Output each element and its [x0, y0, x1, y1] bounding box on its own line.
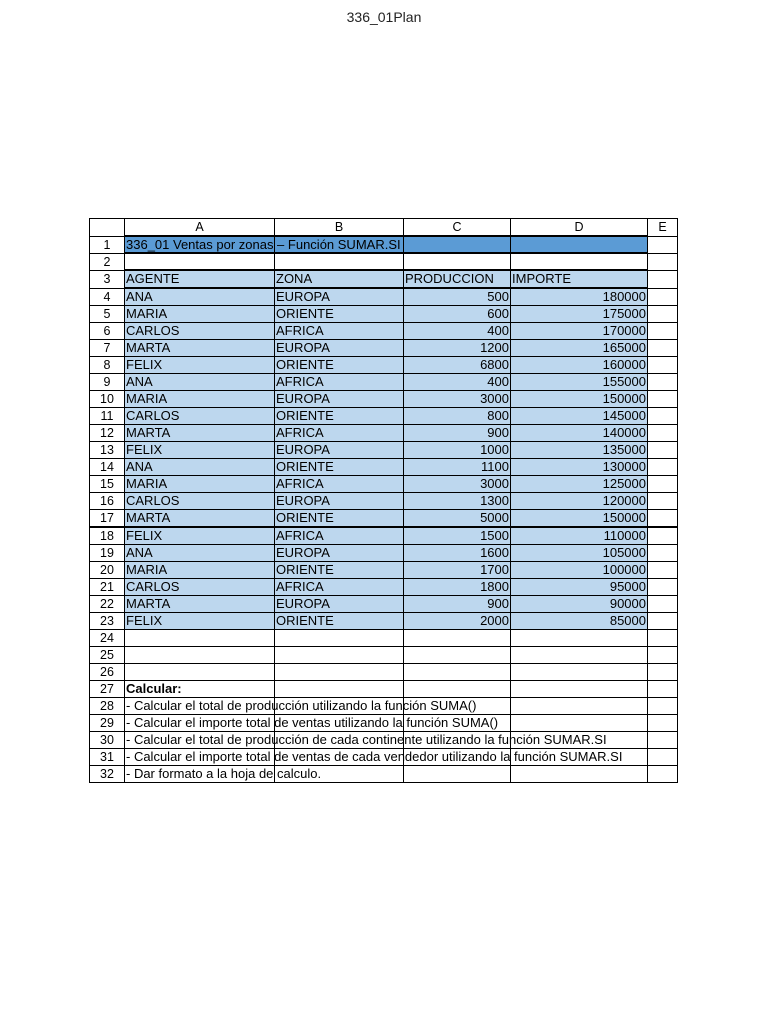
- sheet-row: [90, 698, 678, 715]
- row-number[interactable]: 16: [90, 493, 125, 510]
- cell[interactable]: [404, 253, 511, 270]
- cell[interactable]: [648, 527, 678, 545]
- row-number[interactable]: 1: [90, 236, 125, 253]
- table-row: [90, 288, 678, 306]
- importe-cell[interactable]: 95000: [511, 579, 648, 596]
- cell[interactable]: [648, 374, 678, 391]
- table-row: [90, 340, 678, 357]
- sheet-row: [90, 681, 678, 698]
- column-header-b[interactable]: B: [275, 219, 404, 237]
- produccion-cell[interactable]: 1300: [404, 493, 511, 510]
- table-row: [90, 613, 678, 630]
- produccion-cell[interactable]: 600: [404, 306, 511, 323]
- agente-cell[interactable]: FELIX: [125, 527, 275, 545]
- column-header-c[interactable]: C: [404, 219, 511, 237]
- produccion-cell[interactable]: 1700: [404, 562, 511, 579]
- row-number[interactable]: 2: [90, 253, 125, 270]
- instruction-cell[interactable]: [125, 698, 477, 715]
- cell[interactable]: [404, 236, 511, 253]
- column-header-e[interactable]: E: [648, 219, 678, 237]
- table-row: [90, 527, 678, 545]
- header-agente[interactable]: AGENTE: [125, 270, 275, 288]
- cell[interactable]: [648, 253, 678, 270]
- sheet-row: [90, 630, 678, 647]
- cell[interactable]: [648, 766, 678, 783]
- sheet-row: [90, 766, 678, 783]
- zona-cell[interactable]: AFRICA: [275, 425, 404, 442]
- header-zona[interactable]: ZONA: [275, 270, 404, 288]
- produccion-cell[interactable]: 800: [404, 408, 511, 425]
- cell[interactable]: [648, 664, 678, 681]
- instruction-text: - Calcular el importe total de ventas de cada vendedor utilizando la función SUMAR.SI: [126, 749, 623, 764]
- agente-cell[interactable]: MARTA: [125, 425, 275, 442]
- cell[interactable]: [125, 630, 275, 647]
- row-number[interactable]: 23: [90, 613, 125, 630]
- row-number[interactable]: 22: [90, 596, 125, 613]
- zona-cell[interactable]: AFRICA: [275, 323, 404, 340]
- cell[interactable]: [648, 236, 678, 253]
- produccion-cell[interactable]: 900: [404, 596, 511, 613]
- row-number[interactable]: 20: [90, 562, 125, 579]
- cell[interactable]: [404, 647, 511, 664]
- cell[interactable]: [648, 476, 678, 493]
- table-row: [90, 408, 678, 425]
- agente-cell[interactable]: MARTA: [125, 596, 275, 613]
- agente-cell[interactable]: ANA: [125, 545, 275, 562]
- cell[interactable]: [511, 647, 648, 664]
- instruction-cell[interactable]: [125, 766, 322, 783]
- corner-cell[interactable]: [90, 219, 125, 237]
- cell[interactable]: [404, 766, 511, 783]
- agente-cell[interactable]: FELIX: [125, 613, 275, 630]
- cell[interactable]: [511, 681, 648, 698]
- zona-cell[interactable]: AFRICA: [275, 527, 404, 545]
- cell[interactable]: [125, 664, 275, 681]
- importe-cell[interactable]: 175000: [511, 306, 648, 323]
- produccion-cell[interactable]: 1500: [404, 527, 511, 545]
- cell[interactable]: [275, 681, 404, 698]
- cell[interactable]: [648, 545, 678, 562]
- row-number[interactable]: 6: [90, 323, 125, 340]
- produccion-cell[interactable]: 1600: [404, 545, 511, 562]
- cell[interactable]: [404, 664, 511, 681]
- page-title: 336_01Plan: [346, 9, 422, 25]
- table-row: [90, 596, 678, 613]
- cell[interactable]: [511, 766, 648, 783]
- row-number[interactable]: 19: [90, 545, 125, 562]
- header-produccion[interactable]: PRODUCCION: [404, 270, 511, 288]
- row-number[interactable]: 10: [90, 391, 125, 408]
- table-row: [90, 357, 678, 374]
- instruction-text: - Calcular el importe total de ventas utilizando la función SUMA(): [126, 715, 499, 730]
- importe-cell[interactable]: 170000: [511, 323, 648, 340]
- importe-cell[interactable]: 105000: [511, 545, 648, 562]
- spreadsheet: [89, 218, 678, 783]
- cell[interactable]: [648, 357, 678, 374]
- zona-cell[interactable]: ORIENTE: [275, 306, 404, 323]
- row-number[interactable]: 31: [90, 749, 125, 766]
- importe-cell[interactable]: 145000: [511, 408, 648, 425]
- importe-cell[interactable]: 160000: [511, 357, 648, 374]
- sheet-title: 336_01 Ventas por zonas – Función SUMAR.SI: [126, 237, 401, 252]
- zona-cell[interactable]: EUROPA: [275, 340, 404, 357]
- importe-cell[interactable]: 85000: [511, 613, 648, 630]
- cell[interactable]: [511, 664, 648, 681]
- importe-cell[interactable]: 165000: [511, 340, 648, 357]
- instruction-cell[interactable]: [125, 749, 623, 766]
- cell[interactable]: [511, 715, 648, 732]
- row-number[interactable]: 8: [90, 357, 125, 374]
- zona-cell[interactable]: EUROPA: [275, 493, 404, 510]
- row-number[interactable]: 32: [90, 766, 125, 783]
- table-row: [90, 391, 678, 408]
- table-row: [90, 510, 678, 528]
- cell[interactable]: [648, 749, 678, 766]
- cell[interactable]: [648, 698, 678, 715]
- instruction-cell[interactable]: [125, 732, 607, 749]
- importe-cell[interactable]: 100000: [511, 562, 648, 579]
- importe-cell[interactable]: 125000: [511, 476, 648, 493]
- agente-cell[interactable]: CARLOS: [125, 408, 275, 425]
- cell[interactable]: [648, 732, 678, 749]
- calcular-label[interactable]: Calcular:: [125, 681, 275, 698]
- cell[interactable]: [275, 253, 404, 270]
- produccion-cell[interactable]: 5000: [404, 510, 511, 528]
- importe-cell[interactable]: 90000: [511, 596, 648, 613]
- table-row: [90, 374, 678, 391]
- table-row: [90, 306, 678, 323]
- column-header-d[interactable]: D: [511, 219, 648, 237]
- row-number[interactable]: 17: [90, 510, 125, 528]
- table-row: [90, 476, 678, 493]
- cell[interactable]: [275, 647, 404, 664]
- table-row: [90, 562, 678, 579]
- produccion-cell[interactable]: 6800: [404, 357, 511, 374]
- produccion-cell[interactable]: 400: [404, 374, 511, 391]
- sheet-row: [90, 664, 678, 681]
- zona-cell[interactable]: ORIENTE: [275, 357, 404, 374]
- cell[interactable]: [648, 596, 678, 613]
- table-row: [90, 425, 678, 442]
- cell[interactable]: [648, 681, 678, 698]
- title-cell[interactable]: [125, 236, 401, 253]
- agente-cell[interactable]: MARTA: [125, 340, 275, 357]
- importe-cell[interactable]: 110000: [511, 527, 648, 545]
- importe-cell[interactable]: 180000: [511, 288, 648, 306]
- zona-cell[interactable]: AFRICA: [275, 579, 404, 596]
- table-row: [90, 323, 678, 340]
- agente-cell[interactable]: CARLOS: [125, 493, 275, 510]
- row-number[interactable]: 7: [90, 340, 125, 357]
- row-number[interactable]: 18: [90, 527, 125, 545]
- zona-cell[interactable]: ORIENTE: [275, 459, 404, 476]
- importe-cell[interactable]: 130000: [511, 459, 648, 476]
- agente-cell[interactable]: FELIX: [125, 442, 275, 459]
- agente-cell[interactable]: ANA: [125, 374, 275, 391]
- cell[interactable]: [275, 630, 404, 647]
- cell[interactable]: [648, 408, 678, 425]
- produccion-cell[interactable]: 3000: [404, 476, 511, 493]
- sheet-row: [90, 749, 678, 766]
- row-number[interactable]: 3: [90, 270, 125, 288]
- cell[interactable]: [648, 647, 678, 664]
- row-number[interactable]: 30: [90, 732, 125, 749]
- table-row: [90, 459, 678, 476]
- cell[interactable]: [648, 715, 678, 732]
- row-number[interactable]: 11: [90, 408, 125, 425]
- sheet-row: [90, 732, 678, 749]
- importe-cell[interactable]: 155000: [511, 374, 648, 391]
- agente-cell[interactable]: CARLOS: [125, 579, 275, 596]
- produccion-cell[interactable]: 900: [404, 425, 511, 442]
- zona-cell[interactable]: ORIENTE: [275, 562, 404, 579]
- cell[interactable]: [648, 391, 678, 408]
- agente-cell[interactable]: FELIX: [125, 357, 275, 374]
- row-number[interactable]: 29: [90, 715, 125, 732]
- cell[interactable]: [511, 630, 648, 647]
- row-number[interactable]: 13: [90, 442, 125, 459]
- importe-cell[interactable]: 135000: [511, 442, 648, 459]
- sheet-row: [90, 253, 678, 270]
- column-header-row: [90, 219, 678, 237]
- produccion-cell[interactable]: 3000: [404, 391, 511, 408]
- cell[interactable]: [648, 442, 678, 459]
- cell[interactable]: [648, 288, 678, 306]
- instruction-text: - Calcular el total de producción de cada continente utilizando la función SUMAR.SI: [126, 732, 607, 747]
- row-number[interactable]: 12: [90, 425, 125, 442]
- row-number[interactable]: 26: [90, 664, 125, 681]
- row-number[interactable]: 27: [90, 681, 125, 698]
- produccion-cell[interactable]: 500: [404, 288, 511, 306]
- header-importe[interactable]: IMPORTE: [511, 270, 648, 288]
- cell[interactable]: [648, 630, 678, 647]
- table-row: [90, 493, 678, 510]
- row-number[interactable]: 21: [90, 579, 125, 596]
- zona-cell[interactable]: ORIENTE: [275, 408, 404, 425]
- cell[interactable]: [648, 510, 678, 528]
- table-row: [90, 545, 678, 562]
- row-number[interactable]: 28: [90, 698, 125, 715]
- agente-cell[interactable]: MARIA: [125, 306, 275, 323]
- zona-cell[interactable]: EUROPA: [275, 545, 404, 562]
- zona-cell[interactable]: EUROPA: [275, 442, 404, 459]
- row-number[interactable]: 15: [90, 476, 125, 493]
- agente-cell[interactable]: MARIA: [125, 562, 275, 579]
- importe-cell[interactable]: 150000: [511, 510, 648, 528]
- produccion-cell[interactable]: 1200: [404, 340, 511, 357]
- agente-cell[interactable]: ANA: [125, 288, 275, 306]
- importe-cell[interactable]: 140000: [511, 425, 648, 442]
- produccion-cell[interactable]: 1000: [404, 442, 511, 459]
- cell[interactable]: [648, 270, 678, 288]
- row-number[interactable]: 24: [90, 630, 125, 647]
- zona-cell[interactable]: EUROPA: [275, 391, 404, 408]
- importe-cell[interactable]: 150000: [511, 391, 648, 408]
- zona-cell[interactable]: ORIENTE: [275, 510, 404, 528]
- cell[interactable]: [404, 681, 511, 698]
- importe-cell[interactable]: 120000: [511, 493, 648, 510]
- agente-cell[interactable]: ANA: [125, 459, 275, 476]
- column-header-a[interactable]: A: [125, 219, 275, 237]
- sheet-row: [90, 647, 678, 664]
- produccion-cell[interactable]: 1800: [404, 579, 511, 596]
- cell[interactable]: [648, 493, 678, 510]
- zona-cell[interactable]: AFRICA: [275, 374, 404, 391]
- sheet-row: [90, 236, 678, 253]
- instruction-text: - Calcular el total de producción utilizando la función SUMA(): [126, 698, 477, 713]
- sheet-row: [90, 715, 678, 732]
- cell[interactable]: [648, 340, 678, 357]
- cell[interactable]: [648, 306, 678, 323]
- row-number[interactable]: 5: [90, 306, 125, 323]
- produccion-cell[interactable]: 2000: [404, 613, 511, 630]
- cell[interactable]: [511, 253, 648, 270]
- agente-cell[interactable]: MARIA: [125, 476, 275, 493]
- cell[interactable]: [648, 459, 678, 476]
- row-number[interactable]: 4: [90, 288, 125, 306]
- cell[interactable]: [648, 562, 678, 579]
- agente-cell[interactable]: MARTA: [125, 510, 275, 528]
- produccion-cell[interactable]: 1100: [404, 459, 511, 476]
- agente-cell[interactable]: CARLOS: [125, 323, 275, 340]
- instruction-text: - Dar formato a la hoja de calculo.: [126, 766, 322, 781]
- cell[interactable]: [125, 253, 275, 270]
- row-number[interactable]: 14: [90, 459, 125, 476]
- cell[interactable]: [511, 236, 648, 253]
- row-number[interactable]: 25: [90, 647, 125, 664]
- zona-cell[interactable]: AFRICA: [275, 476, 404, 493]
- cell[interactable]: [648, 425, 678, 442]
- table-row: [90, 442, 678, 459]
- cell[interactable]: [404, 630, 511, 647]
- row-number[interactable]: 9: [90, 374, 125, 391]
- cell[interactable]: [125, 647, 275, 664]
- zona-cell[interactable]: EUROPA: [275, 596, 404, 613]
- cell[interactable]: [275, 664, 404, 681]
- produccion-cell[interactable]: 400: [404, 323, 511, 340]
- table-row: [90, 579, 678, 596]
- cell[interactable]: [648, 323, 678, 340]
- cell[interactable]: [511, 698, 648, 715]
- cell[interactable]: [648, 613, 678, 630]
- zona-cell[interactable]: ORIENTE: [275, 613, 404, 630]
- instruction-cell[interactable]: [125, 715, 499, 732]
- agente-cell[interactable]: MARIA: [125, 391, 275, 408]
- cell[interactable]: [648, 579, 678, 596]
- sheet-row: [90, 270, 678, 288]
- zona-cell[interactable]: EUROPA: [275, 288, 404, 306]
